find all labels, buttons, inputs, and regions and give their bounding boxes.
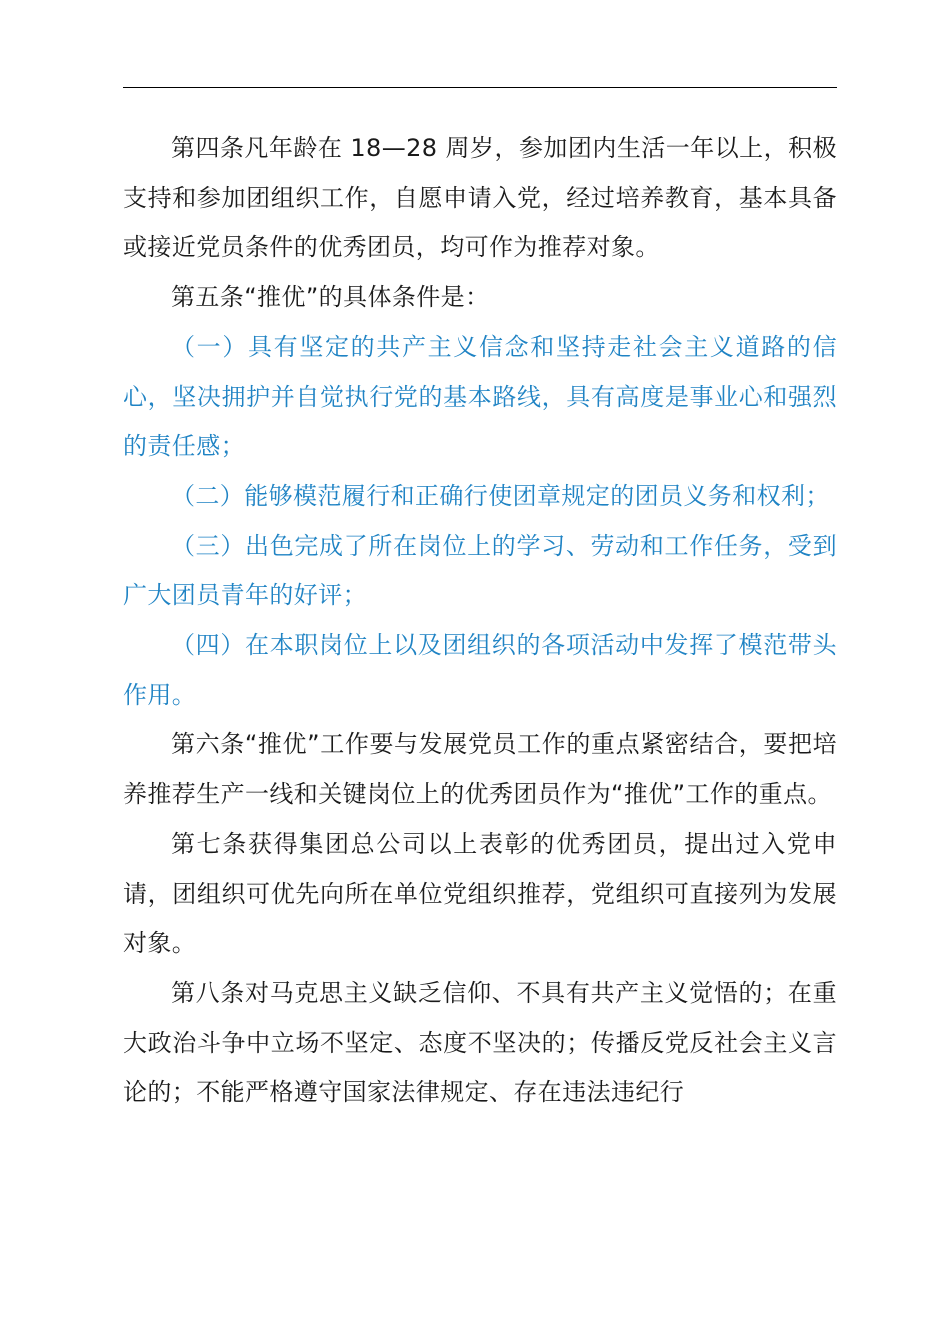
article-4-paragraph: 第四条凡年龄在 18—28 周岁，参加团内生活一年以上，积极支持和参加团组织工作，自愿申请入党，经过培养教育，基本具备或接近党员条件的优秀团员，均可作为推荐对象。	[123, 134, 837, 262]
article-8-paragraph: 第八条对马克思主义缺乏信仰、不具有共产主义觉悟的；在重大政治斗争中立场不坚定、态度不坚决的；传播反党反社会主义言论的；不能严格遵守国家法律规定、存在违法违纪行	[123, 978, 837, 1107]
article-6-paragraph: 第六条“推优”工作要与发展党员工作的重点紧密结合，要把培养推荐生产一线和关键岗位上的优秀团员作为“推优”工作的重点。	[123, 730, 837, 809]
header-divider	[123, 87, 837, 88]
condition-1-paragraph: （一）具有坚定的共产主义信念和坚持走社会主义道路的信心，坚决拥护并自觉执行党的基本路线，具有高度是事业心和强烈的责任感；	[123, 332, 837, 461]
article-7-paragraph: 第七条获得集团总公司以上表彰的优秀团员，提出过入党申请，团组织可优先向所在单位党组织推荐，党组织可直接列为发展对象。	[123, 829, 837, 958]
condition-3-paragraph: （三）出色完成了所在岗位上的学习、劳动和工作任务，受到广大团员青年的好评；	[123, 531, 837, 610]
condition-4-paragraph: （四）在本职岗位上以及团组织的各项活动中发挥了模范带头作用。	[123, 631, 837, 709]
article-5-paragraph: 第五条“推优”的具体条件是：	[171, 283, 490, 312]
condition-2-paragraph: （二）能够模范履行和正确行使团章规定的团员义务和权利；	[171, 481, 830, 510]
document-body	[123, 124, 837, 1118]
